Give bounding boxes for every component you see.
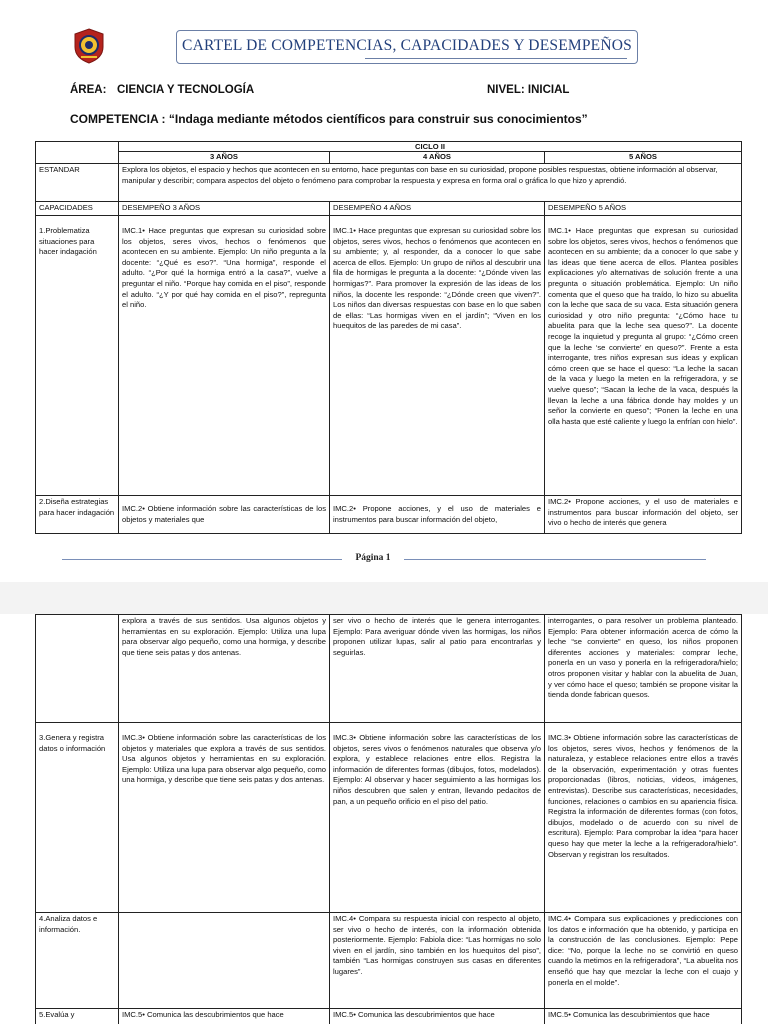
desempeno-3-5anos: IMC.3• Obtiene información sobre las características de los objetos, seres vivos, hechos y fenómenos de la naturaleza, y establece relaciones entre ellos a través de la observación, experimentación y otras fuentes proporcionadas (libros, noticias, videos, imágenes, entrevistas). Describe sus características, necesidades, funciones, relaciones o cambios en su apariencia física. Registra la información de diferentes formas (con fotos, dibujos, modelado o de acuerdo con su nivel de escritura). Ejemplo: Para comprobar la idea “para hacer queso hay que meter la leche a la refrigeradora/hielo”. Observan y registran los resultados. (545, 723, 742, 913)
footer-rule-left (62, 559, 342, 560)
desempeno-2-3anos: IMC.2• Obtiene información sobre las características de los objetos y materiales que (119, 496, 330, 534)
desempeno-2-4anos-cont: ser vivo o hecho de interés que le genera interrogantes. Ejemplo: Para averiguar dónde viven las hormigas, los niños proponen utilizar lupas, salir al patio para encontrarlas y seguirlas. (330, 615, 545, 723)
desempeno-5-3anos: IMC.5• Comunica las descubrimientos que hace (119, 1009, 330, 1024)
estandar-text: Explora los objetos, el espacio y hechos que acontecen en su entorno, hace preguntas con base en su curiosidad, propone posibles respuestas, obtiene información al observar, manipular y describir; compara aspectos del objeto o fenómeno para comprobar la respuesta y expresa en forma oral o gráfica lo que hizo y aprendió. (119, 164, 742, 202)
capacidad-4: 4.Analiza datos e información. (36, 913, 119, 1009)
page-number: Página 1 (355, 553, 391, 563)
desempeno-1-4anos: IMC.1• Hace preguntas que expresan su curiosidad sobre los objetos, seres vivos, hechos o fenómenos que acontecen en su ambiente; y, al responder, da a conocer lo que sabe acerca de ellos. Ejemplo: Un grupo de niños al descubrir una fila de hormigas le pregunta a la docente: “¿Dónde viven las hormigas?”. Para promover la expresión de las ideas de los niños, la docente les responde: “¿Dónde creen que viven?”. Los niños dan diversas respuestas con base en lo que saben de ellas: “Las hormigas viven en el jardín”; “Viven en los huequitos de las paredes de mi casa”. (330, 216, 545, 496)
area-value: CIENCIA Y TECNOLOGÍA (117, 84, 255, 96)
competencias-table-page2 (35, 614, 742, 1024)
desempeno-header-5: DESEMPEÑO 5 AÑOS (545, 202, 742, 216)
desempeno-1-3anos: IMC.1• Hace preguntas que expresan su curiosidad sobre los objetos, seres vivos, hechos o fenómenos que acontecen en su ambiente. Ejemplo: Un niño pregunta a la docente: “¿Qué es eso?”. “Una hormiga”, responde el adulto. “¿Por qué la hormiga entró a la casa?”, vuelve a preguntar el niño. “Porque hay comida en el piso”, responde el adulto. “¿Y por qué hay comida en el piso?”, repregunta el niño. (119, 216, 330, 496)
age-header-5: 5 AÑOS (545, 152, 742, 164)
capacidad-1: 1.Problematiza situaciones para hacer indagación (36, 216, 119, 496)
age-header-4: 4 AÑOS (330, 152, 545, 164)
empty-corner-cell (36, 142, 119, 164)
document-title: CARTEL DE COMPETENCIAS, CAPACIDADES Y DESEMPEÑOS (182, 37, 632, 54)
desempeno-4-4anos: IMC.4• Compara su respuesta inicial con respecto al objeto, ser vivo o hecho de interés, con la información obtenida posteriormente. Ejemplo: Fabiola dice: “Las hormigas no solo viven en el jardín, sino también en los huequitos del piso”, también “Las hormigas construyen sus casas en diferentes lugares”. (330, 913, 545, 1009)
page-gap (0, 582, 768, 614)
nivel-label: NIVEL: INICIAL (487, 84, 570, 96)
desempeno-3-3anos: IMC.3• Obtiene información sobre las características de los objetos y materiales que explora a través de sus sentidos. Usa algunos objetos y herramientas en su exploración. Ejemplo: Utiliza una lupa para observar algo pequeño, como una hormiga, y describe que tiene seis patas y dos antenas. (119, 723, 330, 913)
desempeno-1-5anos: IMC.1• Hace preguntas que expresan su curiosidad sobre los objetos, seres vivos, hechos o fenómenos que acontecen en su ambiente; da a conocer lo que sabe y las ideas que tiene acerca de ellos. Plantea posibles explicaciones y/o alternativas de solución frente a una pregunta o situación problemática. Ejemplo: Un niño comenta que el queso que ha traído, lo hizo su abuelita con la leche que saca de su vaca. Esta situación genera curiosidad y otro niño pregunta: “¿Cómo hace tu abuelita para que la leche sea queso?”. La docente recoge la inquietud y pregunta al grupo: “¿Cómo creen que la leche ‘se convierte’ en queso?”. Frente a esta interrogante, tres niños expresan sus ideas y explican cómo creen que se hace el queso: “La leche la sacan de la vaca y luego la meten en la refrigeradora, y se vuelve queso”; “Sacan la leche de la vaca, después la llevan la leche a una fábrica donde hay moldes y un señor la convierte en queso”; “Ponen la leche en una olla hasta que esté caliente y luego la enfrían con hielo”. (545, 216, 742, 496)
desempeno-3-4anos: IMC.3• Obtiene información sobre las características de los objetos, seres vivos o fenómenos naturales que observa y/o explora, y establece relaciones entre ellos. Registra la información de diferentes formas (dibujos, fotos, modelados). Ejemplo: Al observar y hacer seguimiento a las hormigas los niños descubren que salen y entran, llevando pedacitos de pan, a un pequeño orificio en el piso del patio. (330, 723, 545, 913)
capacidad-3: 3.Genera y registra datos o información (36, 723, 119, 913)
footer-rule-right (404, 559, 706, 560)
competencia-heading: COMPETENCIA : “Indaga mediante métodos científicos para construir sus conocimientos” (70, 112, 588, 126)
desempeno-5-5anos: IMC.5• Comunica las descubrimientos que hace (545, 1009, 742, 1024)
capacidad-2-cont (36, 615, 119, 723)
ciclo-header: CICLO II (119, 142, 742, 152)
capacidad-2: 2.Diseña estrategias para hacer indagación (36, 496, 119, 534)
desempeno-2-3anos-cont: explora a través de sus sentidos. Usa algunos objetos y herramientas en su exploración. Ejemplo: Utiliza una lupa para observar algo pequeño, como una hormiga, y describe que tiene seis patas y dos antenas. (119, 615, 330, 723)
age-header-3: 3 AÑOS (119, 152, 330, 164)
desempeno-5-4anos: IMC.5• Comunica las descubrimientos que hace (330, 1009, 545, 1024)
capacidad-5: 5.Evalúa y (36, 1009, 119, 1024)
school-logo-icon (72, 28, 106, 64)
desempeno-2-4anos: IMC.2• Propone acciones, y el uso de materiales e instrumentos para buscar información del objeto, (330, 496, 545, 534)
desempeno-2-5anos: IMC.2• Propone acciones, y el uso de materiales e instrumentos para buscar información del objeto, ser vivo o hecho de interés que genera (545, 496, 742, 534)
capacidades-header: CAPACIDADES (36, 202, 119, 216)
area-label: ÁREA: (70, 84, 107, 96)
desempeno-4-5anos: IMC.4• Compara sus explicaciones y predicciones con los datos e información que ha obtenido, y participa en la construcción de las conclusiones. Ejemplo: Pepe dice: “No, porque la leche no se convirtió en queso cuando la metimos en la refrigeradora”, “La abuelita nos enseñó que hay que mezclar la leche con el cuajo y ponerla en el molde”. (545, 913, 742, 1009)
competencias-table-page1 (35, 141, 742, 534)
estandar-label: ESTANDAR (36, 164, 119, 202)
document-title-box (176, 30, 638, 64)
title-underline (365, 58, 627, 59)
desempeno-2-5anos-cont: interrogantes, o para resolver un problema planteado. Ejemplo: Para obtener información acerca de cómo la leche “se convierte” en queso, los niños proponen diferentes acciones y materiales: comprar leche, ponerla en un vaso y ponerla en la refrigeradora/hielo; otros proponen visitar y hablar con la abuelita de Juan, y ver cómo hace el queso; también se propone visitar la tienda donde fabrican quesos. (545, 615, 742, 723)
desempeno-header-4: DESEMPEÑO 4 AÑOS (330, 202, 545, 216)
page-2 (0, 614, 768, 1024)
desempeno-4-3anos (119, 913, 330, 1009)
desempeno-header-3: DESEMPEÑO 3 AÑOS (119, 202, 330, 216)
